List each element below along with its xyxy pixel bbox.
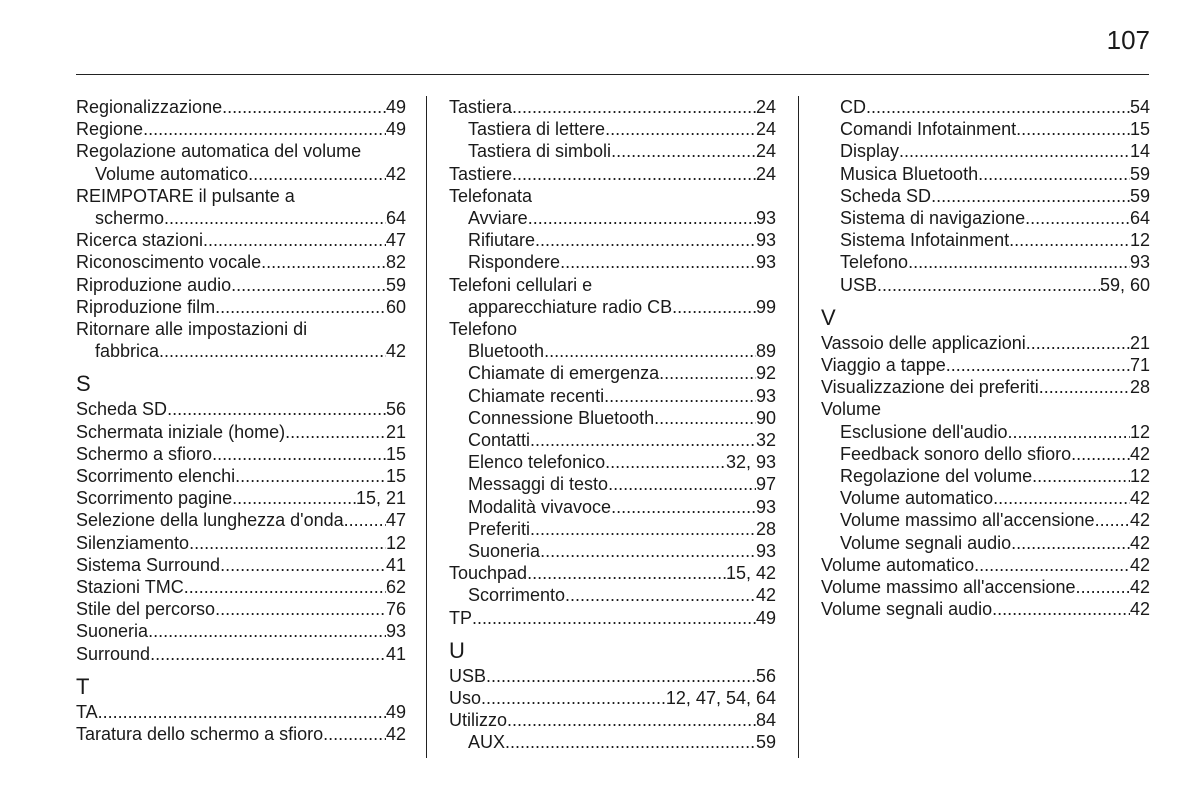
- entry-term: Feedback sonoro dello sfioro: [840, 443, 1072, 464]
- entry-term: Sistema di navigazione: [840, 208, 1026, 229]
- index-entry: [821, 332, 1150, 354]
- index-subentry: [821, 185, 1150, 207]
- dot-leader: [877, 274, 1100, 296]
- entry-term: Tastiera di lettere: [468, 119, 606, 140]
- dot-leader: [530, 429, 756, 451]
- entry-term: Riproduzione audio: [76, 274, 232, 295]
- dot-leader: [908, 251, 1130, 273]
- entry-term: Tastiere: [449, 163, 513, 184]
- entry-term: Schermo a sfioro: [76, 443, 213, 464]
- dot-leader: [285, 421, 386, 443]
- index-entry: [76, 96, 406, 118]
- index-entry: [449, 163, 776, 185]
- entry-page-ref: 56: [755, 665, 776, 686]
- index-column-1: [76, 96, 406, 745]
- dot-leader: [535, 229, 756, 251]
- dot-leader: [189, 532, 386, 554]
- dot-leader: [344, 509, 386, 531]
- entry-term: TA: [76, 701, 98, 722]
- entry-term: Volume segnali audio: [840, 532, 1012, 553]
- dot-leader: [220, 554, 386, 576]
- index-subentry: [821, 207, 1150, 229]
- index-subentry: [449, 251, 776, 273]
- entry-term: Taratura dello schermo a sfioro: [76, 724, 324, 745]
- index-entry: [449, 562, 776, 584]
- entry-page-ref: 84: [755, 710, 776, 731]
- entry-term: Vassoio delle applicazioni: [821, 332, 1026, 353]
- entry-page-ref: 49: [385, 97, 406, 117]
- page-number: 107: [1106, 25, 1150, 55]
- entry-page-ref: 64: [1129, 208, 1150, 229]
- header-rule: [76, 74, 1149, 75]
- entry-page-ref: 59: [755, 732, 776, 753]
- entry-page-ref: 76: [385, 599, 406, 620]
- index-subentry: [821, 96, 1150, 118]
- dot-leader: [1011, 532, 1130, 554]
- dot-leader: [560, 251, 756, 273]
- entry-term: Display: [840, 141, 900, 162]
- entry-page-ref: 42: [385, 163, 406, 184]
- index-entry: [76, 620, 406, 642]
- entry-page-ref: 59: [1129, 185, 1150, 206]
- dot-leader: [611, 496, 756, 518]
- entry-term: Esclusione dell'audio: [840, 421, 1008, 442]
- entry-page-ref: 64: [385, 208, 406, 229]
- index-entry: [76, 118, 406, 140]
- dot-leader: [1009, 229, 1130, 251]
- dot-leader: [148, 620, 386, 642]
- entry-page-ref: 24: [755, 97, 776, 117]
- column-divider-1: [426, 96, 427, 758]
- index-subentry: [449, 362, 776, 384]
- index-subentry: [449, 451, 776, 473]
- entry-term: Sistema Surround: [76, 554, 221, 575]
- index-letter-heading: T: [76, 673, 90, 699]
- entry-term: Rifiutare: [468, 230, 536, 251]
- entry-page-ref: 24: [755, 163, 776, 184]
- dot-leader: [1071, 443, 1130, 465]
- index-entry: [449, 709, 776, 731]
- entry-page-ref: 49: [385, 701, 406, 722]
- entry-term: Stazioni TMC: [76, 577, 184, 598]
- dot-leader: [167, 398, 386, 420]
- index-entry: [76, 509, 406, 531]
- dot-leader: [611, 140, 756, 162]
- entry-term: Schermata iniziale (home): [76, 421, 286, 442]
- dot-leader: [530, 518, 756, 540]
- entry-page-ref: 15: [385, 443, 406, 464]
- entry-page-ref: 32: [755, 430, 776, 451]
- index-entry: [821, 354, 1150, 376]
- index-subentry: [76, 340, 406, 362]
- entry-term: Uso: [449, 688, 482, 709]
- dot-leader: [527, 562, 726, 584]
- index-entry: Telefono: [449, 319, 518, 340]
- entry-page-ref: 15: [1129, 119, 1150, 140]
- dot-leader: [605, 451, 726, 473]
- entry-page-ref: 42: [385, 341, 406, 362]
- dot-leader: [974, 554, 1130, 576]
- entry-term: Volume automatico: [840, 488, 994, 509]
- dot-leader: [659, 362, 756, 384]
- index-letter-heading: V: [821, 304, 836, 330]
- dot-leader: [604, 385, 756, 407]
- entry-term: Volume automatico: [821, 554, 975, 575]
- index-entry: [76, 398, 406, 420]
- dot-leader: [931, 185, 1130, 207]
- entry-page-ref: 42: [1129, 510, 1150, 531]
- entry-term: Messaggi di testo: [468, 474, 609, 495]
- dot-leader: [544, 340, 756, 362]
- index-subentry: [449, 473, 776, 495]
- entry-page-ref: 47: [385, 230, 406, 251]
- index-subentry: [821, 229, 1150, 251]
- entry-term: Regione: [76, 119, 144, 140]
- entry-page-ref: 59: [385, 274, 406, 295]
- dot-leader: [505, 731, 756, 753]
- entry-term: Regolazione del volume: [840, 466, 1033, 487]
- entry-term: Rispondere: [468, 252, 561, 273]
- index-column-3: [821, 96, 1150, 620]
- dot-leader: [261, 251, 386, 273]
- dot-leader: [203, 229, 386, 251]
- dot-leader: [472, 607, 756, 629]
- index-subentry: [821, 163, 1150, 185]
- index-entry: [449, 96, 776, 118]
- index-entry: [76, 296, 406, 318]
- entry-term: Touchpad: [449, 563, 528, 584]
- dot-leader: [993, 487, 1130, 509]
- entry-term: USB: [449, 665, 487, 686]
- dot-leader: [98, 701, 386, 723]
- entry-term: Silenziamento: [76, 532, 190, 553]
- index-entry: [76, 251, 406, 273]
- entry-page-ref: 97: [755, 474, 776, 495]
- index-entry: [76, 421, 406, 443]
- entry-term: Volume massimo all'accensione.: [821, 577, 1081, 598]
- entry-page-ref: 90: [755, 407, 776, 428]
- dot-leader: [235, 465, 386, 487]
- entry-page-ref: 15: [385, 466, 406, 487]
- dot-leader: [486, 665, 756, 687]
- index-entry: [76, 643, 406, 665]
- dot-leader: [992, 598, 1130, 620]
- index-entry: Ritornare alle impostazioni di: [76, 319, 308, 340]
- entry-term: Bluetooth: [468, 341, 545, 362]
- index-entry: Telefoni cellulari e: [449, 274, 593, 295]
- entry-page-ref: 89: [755, 341, 776, 362]
- column-divider-2: [798, 96, 799, 758]
- index-entry: [76, 229, 406, 251]
- entry-term: Scorrimento pagine: [76, 488, 233, 509]
- entry-page-ref: 60: [385, 296, 406, 317]
- entry-page-ref: 12: [1129, 421, 1150, 442]
- dot-leader: [1032, 465, 1130, 487]
- entry-page-ref: 59: [1129, 163, 1150, 184]
- entry-page-ref: 42: [385, 724, 406, 745]
- dot-leader: [222, 96, 386, 118]
- entry-page-ref: 49: [385, 119, 406, 140]
- index-entry: [76, 274, 406, 296]
- index-entry: Telefonata: [449, 185, 533, 206]
- dot-leader: [232, 487, 356, 509]
- entry-page-ref: 12: [1129, 466, 1150, 487]
- dot-leader: [323, 723, 386, 745]
- index-entry: [76, 554, 406, 576]
- index-subentry: [76, 207, 406, 229]
- dot-leader: [150, 643, 386, 665]
- index-subentry: [449, 296, 776, 318]
- entry-page-ref: 47: [385, 510, 406, 531]
- entry-page-ref: 12: [385, 532, 406, 553]
- entry-page-ref: 93: [755, 496, 776, 517]
- index-subentry: [76, 163, 406, 185]
- entry-term: Elenco telefonico: [468, 452, 606, 473]
- entry-term: Scorrimento elenchi: [76, 466, 236, 487]
- dot-leader: [1039, 376, 1130, 398]
- entry-page-ref: 21: [1129, 332, 1150, 353]
- entry-page-ref: 42: [1129, 488, 1150, 509]
- index-subentry: [821, 421, 1150, 443]
- index-entry: [76, 598, 406, 620]
- entry-page-ref: 54: [1129, 97, 1150, 117]
- dot-leader: [528, 207, 756, 229]
- index-entry: [449, 607, 776, 629]
- index-subentry: [449, 229, 776, 251]
- entry-term: Chiamate recenti: [468, 385, 605, 406]
- entry-page-ref: 28: [1129, 377, 1150, 398]
- index-entry: [76, 443, 406, 465]
- entry-term: Chiamate di emergenza: [468, 363, 660, 384]
- entry-term: Riconoscimento vocale: [76, 252, 262, 273]
- index-subentry: [821, 251, 1150, 273]
- dot-leader: [1008, 421, 1130, 443]
- index-entry: [76, 487, 406, 509]
- entry-page-ref: 12: [1129, 230, 1150, 251]
- entry-term: Riproduzione film: [76, 296, 216, 317]
- dot-leader: [215, 598, 386, 620]
- entry-page-ref: 42: [1129, 577, 1150, 598]
- entry-page-ref: 42: [1129, 554, 1150, 575]
- entry-term: Surround: [76, 643, 151, 664]
- entry-term: apparecchiature radio CB: [468, 296, 673, 317]
- entry-term: fabbrica: [95, 341, 160, 362]
- entry-page-ref: 12, 47, 54, 64: [665, 688, 776, 709]
- entry-term: Viaggio a tappe: [821, 355, 946, 376]
- index-subentry: [821, 509, 1150, 531]
- dot-leader: [978, 163, 1130, 185]
- index-entry: [76, 465, 406, 487]
- dot-leader: [608, 473, 756, 495]
- index-subentry: [821, 274, 1150, 296]
- index-subentry: [449, 118, 776, 140]
- entry-page-ref: 49: [755, 607, 776, 628]
- entry-term: USB: [840, 274, 878, 295]
- index-entry: [821, 598, 1150, 620]
- entry-term: Sistema Infotainment: [840, 230, 1010, 251]
- dot-leader: [1016, 118, 1130, 140]
- dot-leader: [164, 207, 386, 229]
- index-subentry: [449, 584, 776, 606]
- index-entry: [76, 723, 406, 745]
- entry-term: schermo: [95, 208, 165, 229]
- dot-leader: [248, 163, 386, 185]
- entry-page-ref: 14: [1129, 141, 1150, 162]
- entry-page-ref: 93: [755, 208, 776, 229]
- index-subentry: [449, 207, 776, 229]
- entry-page-ref: 59, 60: [1099, 274, 1150, 295]
- entry-page-ref: 99: [755, 296, 776, 317]
- entry-page-ref: 93: [385, 621, 406, 642]
- entry-term: TP: [449, 607, 473, 628]
- entry-page-ref: 15, 42: [725, 563, 776, 584]
- dot-leader: [540, 540, 756, 562]
- dot-leader: [212, 443, 386, 465]
- entry-term: Regionalizzazione: [76, 97, 223, 117]
- index-entry: [449, 665, 776, 687]
- index-entry: [821, 576, 1150, 598]
- entry-term: Ricerca stazioni: [76, 230, 204, 251]
- index-subentry: [449, 407, 776, 429]
- entry-page-ref: 41: [385, 554, 406, 575]
- dot-leader: [1026, 332, 1130, 354]
- dot-leader: [654, 407, 756, 429]
- dot-leader: [565, 584, 756, 606]
- entry-term: Scheda SD: [840, 185, 932, 206]
- entry-term: Connessione Bluetooth: [468, 407, 655, 428]
- dot-leader: [1025, 207, 1130, 229]
- entry-page-ref: 24: [755, 119, 776, 140]
- dot-leader: [672, 296, 756, 318]
- entry-page-ref: 41: [385, 643, 406, 664]
- entry-term: AUX: [468, 732, 506, 753]
- entry-term: CD: [840, 97, 866, 117]
- index-subentry: [449, 731, 776, 753]
- entry-term: Comandi Infotainment: [840, 119, 1017, 140]
- entry-page-ref: 93: [755, 385, 776, 406]
- entry-term: Contatti: [468, 430, 531, 451]
- dot-leader: [946, 354, 1130, 376]
- entry-term: Volume automatico: [95, 163, 249, 184]
- dot-leader: [231, 274, 386, 296]
- dot-leader: [507, 709, 756, 731]
- index-subentry: [449, 340, 776, 362]
- entry-page-ref: 93: [1129, 252, 1150, 273]
- dot-leader: [215, 296, 386, 318]
- index-entry: [821, 554, 1150, 576]
- index-letter-heading: S: [76, 371, 91, 397]
- entry-page-ref: 42: [1129, 443, 1150, 464]
- dot-leader: [481, 687, 666, 709]
- entry-page-ref: 93: [755, 541, 776, 562]
- index-entry: [821, 376, 1150, 398]
- entry-term: Selezione della lunghezza d'onda: [76, 510, 344, 531]
- index-entry: [76, 576, 406, 598]
- index-entry: Regolazione automatica del volume: [76, 141, 362, 162]
- index-letter-heading: U: [449, 637, 465, 663]
- index-subentry: [821, 465, 1150, 487]
- index-subentry: [821, 487, 1150, 509]
- entry-term: Musica Bluetooth: [840, 163, 979, 184]
- dot-leader: [512, 96, 756, 118]
- index-subentry: [449, 140, 776, 162]
- index-entry: REIMPOTARE il pulsante a: [76, 185, 295, 206]
- dot-leader: [605, 118, 756, 140]
- entry-term: Preferiti: [468, 518, 531, 539]
- dot-leader: [184, 576, 386, 598]
- index-subentry: [821, 443, 1150, 465]
- index-entry: Volume: [821, 399, 882, 420]
- entry-term: Avviare: [468, 208, 528, 229]
- entry-page-ref: 92: [755, 363, 776, 384]
- entry-page-ref: 42: [1129, 532, 1150, 553]
- entry-page-ref: 42: [1129, 599, 1150, 620]
- index-subentry: [821, 140, 1150, 162]
- entry-page-ref: 93: [755, 230, 776, 251]
- index-subentry: [449, 496, 776, 518]
- entry-page-ref: 21: [385, 421, 406, 442]
- dot-leader: [866, 96, 1130, 118]
- index-column-2: [449, 96, 776, 754]
- entry-term: Stile del percorso: [76, 599, 216, 620]
- dot-leader: [1095, 509, 1130, 531]
- entry-term: Scheda SD: [76, 399, 168, 420]
- index-subentry: [449, 518, 776, 540]
- entry-page-ref: 28: [755, 518, 776, 539]
- entry-term: Tastiera di simboli: [468, 141, 612, 162]
- index-subentry: [821, 532, 1150, 554]
- entry-page-ref: 82: [385, 252, 406, 273]
- entry-term: Scorrimento: [468, 585, 566, 606]
- entry-term: Volume segnali audio: [821, 599, 993, 620]
- entry-term: Visualizzazione dei preferiti: [821, 377, 1039, 398]
- entry-page-ref: 15, 21: [355, 488, 406, 509]
- entry-term: Suoneria: [468, 541, 541, 562]
- entry-term: Tastiera: [449, 97, 513, 117]
- index-entry: [449, 687, 776, 709]
- entry-page-ref: 32, 93: [725, 452, 776, 473]
- entry-page-ref: 62: [385, 577, 406, 598]
- dot-leader: [512, 163, 756, 185]
- entry-page-ref: 56: [385, 399, 406, 420]
- index-subentry: [449, 385, 776, 407]
- entry-page-ref: 24: [755, 141, 776, 162]
- dot-leader: [159, 340, 386, 362]
- entry-page-ref: 93: [755, 252, 776, 273]
- entry-page-ref: 71: [1129, 355, 1150, 376]
- index-subentry: [449, 429, 776, 451]
- dot-leader: [1081, 576, 1130, 598]
- entry-term: Suoneria: [76, 621, 149, 642]
- index-entry: [76, 701, 406, 723]
- index-entry: [76, 532, 406, 554]
- index-subentry: [821, 118, 1150, 140]
- entry-term: Telefono: [840, 252, 909, 273]
- entry-page-ref: 42: [755, 585, 776, 606]
- index-subentry: [449, 540, 776, 562]
- entry-term: Utilizzo: [449, 710, 508, 731]
- dot-leader: [899, 140, 1130, 162]
- entry-term: Modalità vivavoce: [468, 496, 612, 517]
- entry-term: Volume massimo all'accensione: [840, 510, 1095, 531]
- dot-leader: [143, 118, 386, 140]
